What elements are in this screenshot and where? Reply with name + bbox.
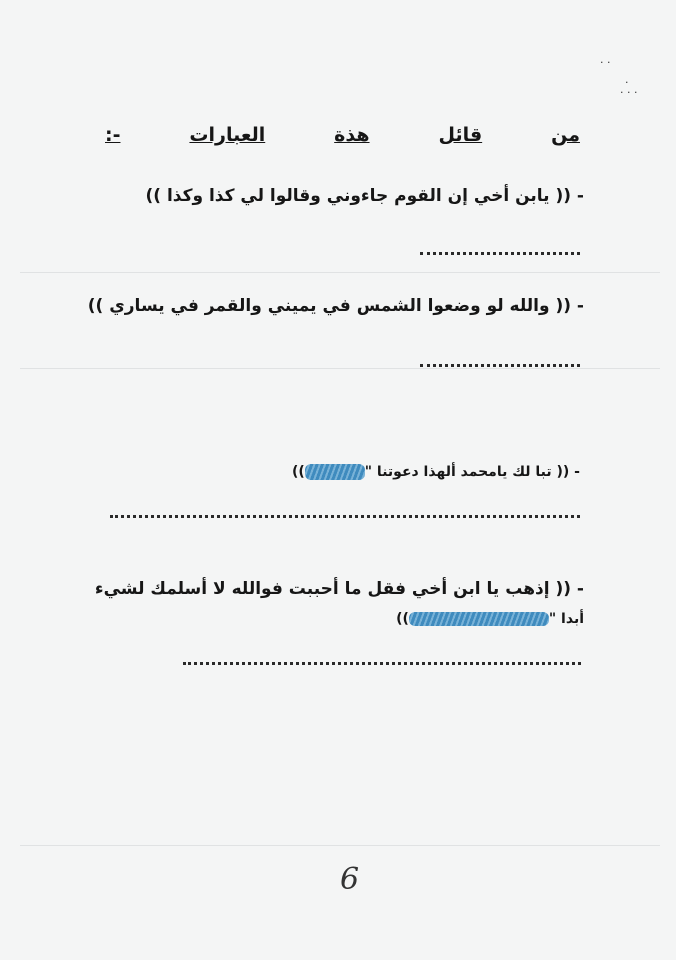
question-2: - (( والله لو وضعوا الشمس في يميني والقمر في يساري )) bbox=[87, 296, 584, 316]
question-4-tail: )) bbox=[396, 611, 409, 627]
question-4: - (( إذهب يا ابن أخي فقل ما أحببت فوالله لا أسلمك لشيء bbox=[94, 579, 584, 599]
title-word: هذة bbox=[334, 124, 370, 146]
question-4-text2: أبدا " bbox=[548, 611, 584, 627]
speck: · · bbox=[600, 56, 611, 69]
question-4-continued bbox=[396, 611, 584, 627]
answer-line-2[interactable] bbox=[420, 364, 580, 367]
title-word: :- bbox=[105, 124, 121, 146]
speck: · bbox=[625, 76, 629, 89]
redaction-scribble bbox=[409, 612, 549, 626]
question-1: - (( يابن أخي إن القوم جاءوني وقالوا لي كذا وكذا )) bbox=[145, 186, 584, 206]
title-word: العبارات bbox=[189, 124, 266, 146]
page-title bbox=[105, 124, 580, 146]
title-word: قائل bbox=[438, 124, 483, 146]
speck: · · · bbox=[620, 86, 638, 99]
page-number: 6 bbox=[340, 862, 360, 897]
question-3-text: - (( تبا لك يامحمد ألهذا دعوتنا " bbox=[364, 464, 580, 480]
question-3-tail: )) bbox=[291, 464, 305, 480]
answer-line-1[interactable] bbox=[420, 252, 580, 255]
answer-line-3[interactable] bbox=[110, 515, 580, 518]
question-3 bbox=[292, 464, 580, 480]
answer-line-4[interactable] bbox=[183, 662, 581, 665]
redaction-scribble bbox=[305, 464, 365, 480]
title-word: من bbox=[551, 124, 580, 146]
